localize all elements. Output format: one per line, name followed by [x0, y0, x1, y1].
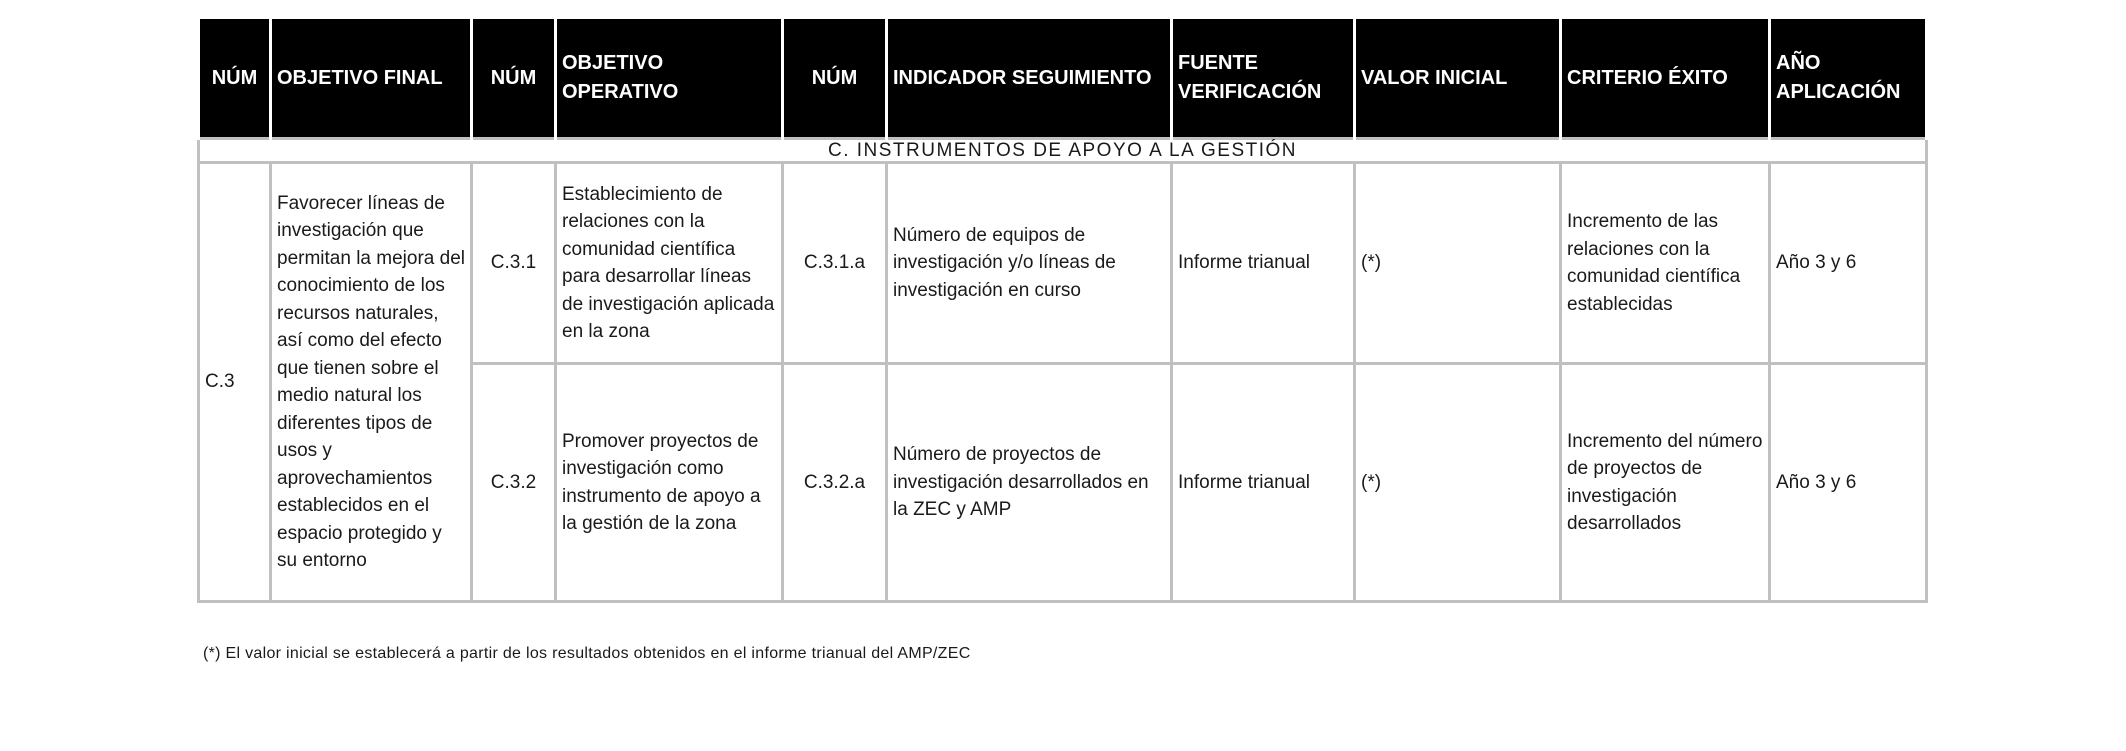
final-objective-text: Favorecer líneas de investigación que permitan la mejora del conocimiento de los recursos naturales, así como del efecto que tienen sobre el medio natural los diferentes tipos de usos y aprovechamientos establecidos en el espacio protegido y su entorno	[271, 163, 472, 602]
header-initial-value: VALOR INICIAL	[1355, 19, 1561, 139]
header-indicator: INDICADOR SEGUIMIENTO	[887, 19, 1172, 139]
initial-value: (*)	[1355, 163, 1561, 364]
header-num-operative: NÚM	[472, 19, 556, 139]
verification-source: Informe trianual	[1172, 364, 1355, 602]
indicator-num: C.3.2.a	[783, 364, 887, 602]
header-application-year: AÑO APLICACIÓN	[1770, 19, 1927, 139]
objectives-table	[197, 19, 1928, 603]
operative-objective-num: C.3.2	[472, 364, 556, 602]
header-operative-objective: OBJETIVO OPERATIVO	[556, 19, 783, 139]
final-objective-num: C.3	[199, 163, 271, 602]
table-row	[199, 163, 1927, 364]
indicator-num: C.3.1.a	[783, 163, 887, 364]
success-criterion: Incremento de las relaciones con la comunidad científica establecidas	[1561, 163, 1770, 364]
application-year: Año 3 y 6	[1770, 163, 1927, 364]
indicator-text: Número de proyectos de investigación desarrollados en la ZEC y AMP	[887, 364, 1172, 602]
success-criterion: Incremento del número de proyectos de investigación desarrollados	[1561, 364, 1770, 602]
indicator-text: Número de equipos de investigación y/o líneas de investigación en curso	[887, 163, 1172, 364]
application-year: Año 3 y 6	[1770, 364, 1927, 602]
section-title: C. INSTRUMENTOS DE APOYO A LA GESTIÓN	[199, 139, 1927, 163]
header-num-indicator: NÚM	[783, 19, 887, 139]
header-row	[199, 19, 1927, 139]
operative-objective-text: Establecimiento de relaciones con la comunidad científica para desarrollar líneas de investigación aplicada en la zona	[556, 163, 783, 364]
header-final-objective: OBJETIVO FINAL	[271, 19, 472, 139]
header-num-final: NÚM	[199, 19, 271, 139]
header-source: FUENTE VERIFICACIÓN	[1172, 19, 1355, 139]
operative-objective-num: C.3.1	[472, 163, 556, 364]
verification-source: Informe trianual	[1172, 163, 1355, 364]
footnote: (*) El valor inicial se establecerá a partir de los resultados obtenidos en el informe trianual del AMP/ZEC	[203, 645, 971, 662]
header-success-criterion: CRITERIO ÉXITO	[1561, 19, 1770, 139]
section-row	[199, 139, 1927, 163]
initial-value: (*)	[1355, 364, 1561, 602]
operative-objective-text: Promover proyectos de investigación como instrumento de apoyo a la gestión de la zona	[556, 364, 783, 602]
